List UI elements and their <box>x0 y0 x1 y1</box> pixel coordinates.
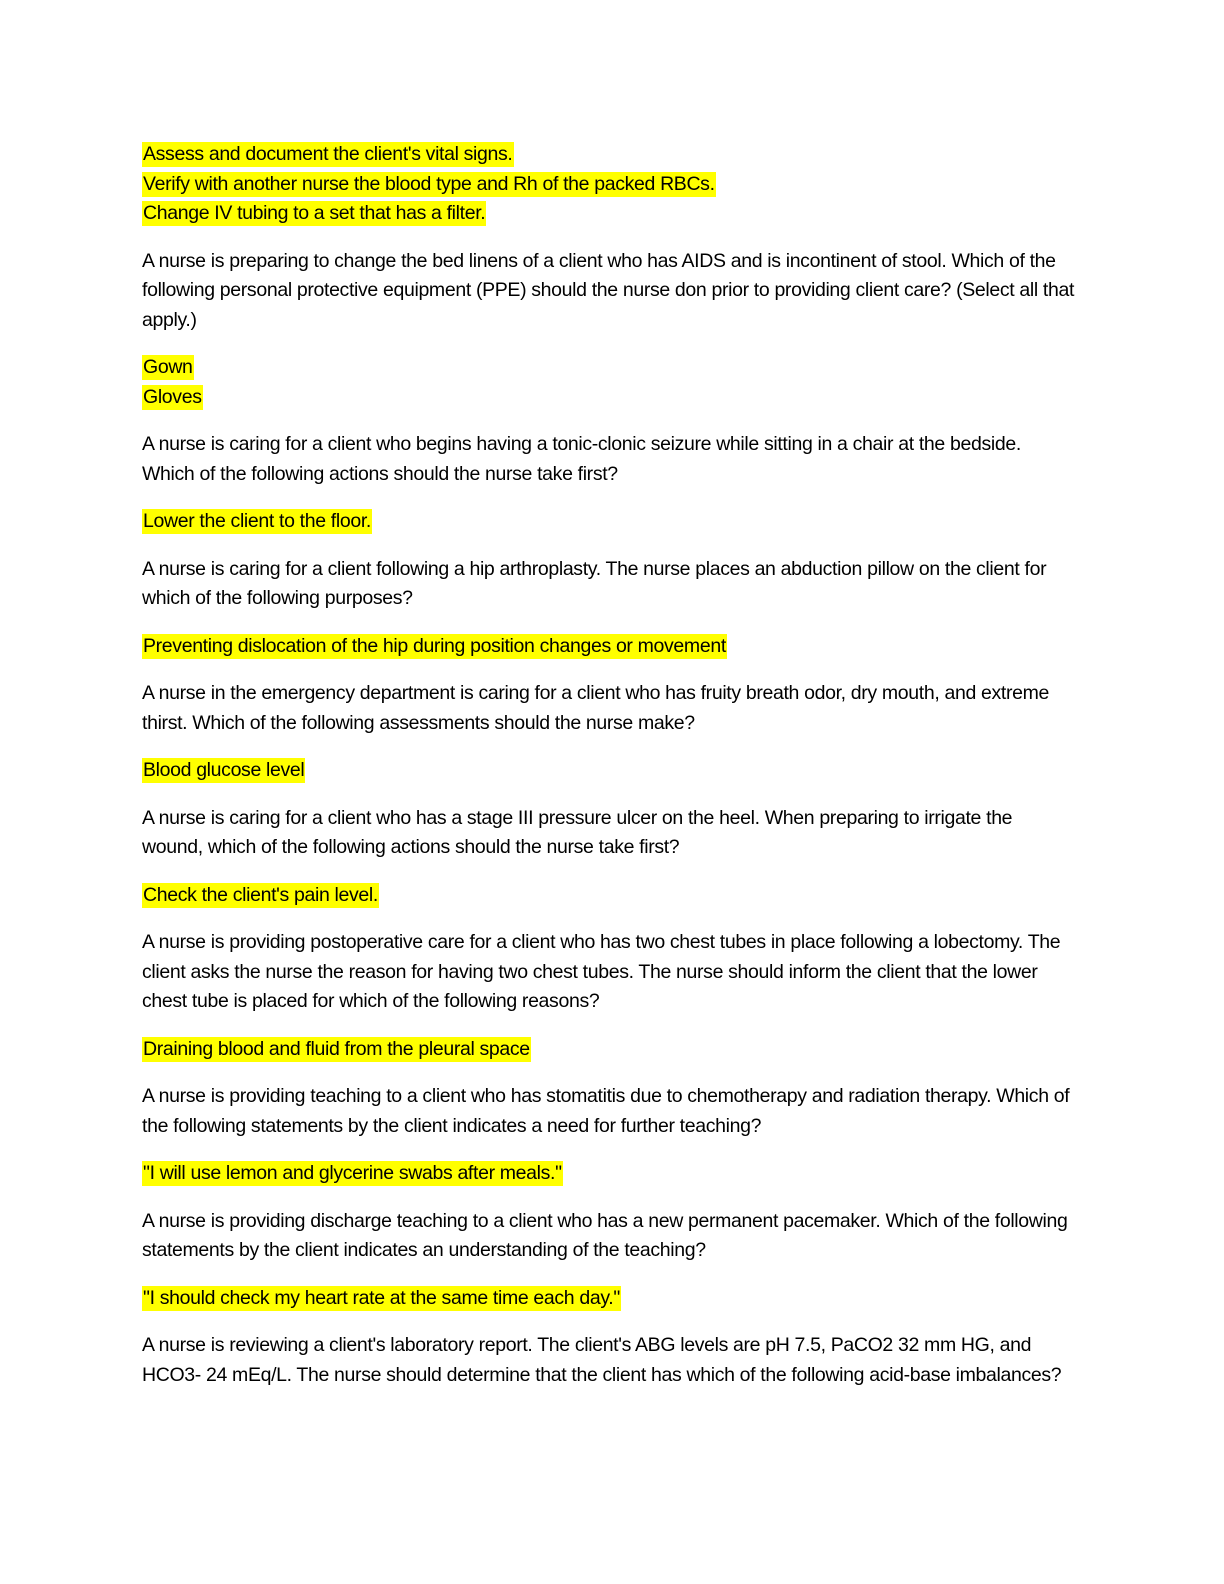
question-pacemaker: A nurse is providing discharge teaching to a client who has a new permanent pacemaker. Which of the following statements by the client indicates an understanding of the teaching? <box>142 1209 1068 1261</box>
highlighted-answer: Lower the client to the floor. <box>143 510 371 532</box>
answer-group-chest-tubes <box>142 1035 1077 1065</box>
answer-line <box>142 199 1077 229</box>
highlighted-answer: Assess and document the client's vital signs. <box>143 143 513 165</box>
answer-group-fruity-breath <box>142 756 1077 786</box>
highlighted-answer: "I will use lemon and glycerine swabs after meals." <box>143 1162 562 1184</box>
answer-line <box>142 1035 1077 1065</box>
question-hip-arthroplasty: A nurse is caring for a client following a hip arthroplasty. The nurse places an abduction pillow on the client for which of the following purposes? <box>142 557 1047 609</box>
answer-group-pacemaker <box>142 1284 1077 1314</box>
answer-line <box>142 507 1077 537</box>
highlighted-answer: Check the client's pain level. <box>143 883 378 906</box>
answer-line <box>142 756 1077 786</box>
answer-group-pressure-ulcer <box>142 881 1077 911</box>
answer-group-stomatitis <box>142 1159 1077 1189</box>
answer-line <box>142 632 1077 662</box>
answer-line <box>142 383 1077 413</box>
highlighted-answer: Verify with another nurse the blood type and Rh of the packed RBCs. <box>143 172 715 195</box>
document-page <box>142 140 1077 1408</box>
highlighted-answer: Gown <box>143 356 193 378</box>
answer-line <box>142 1284 1077 1314</box>
answer-line <box>142 353 1077 383</box>
highlighted-answer: Blood glucose level <box>143 759 305 781</box>
highlighted-answer: Change IV tubing to a set that has a filter. <box>143 202 486 224</box>
answer-group-hip-arthroplasty <box>142 632 1077 662</box>
question-stomatitis: A nurse is providing teaching to a client who has stomatitis due to chemotherapy and radiation therapy. Which of the following statements by the client indicates a need for further teaching? <box>142 1085 1070 1137</box>
answer-line <box>142 1159 1077 1189</box>
question-ppe: A nurse is preparing to change the bed linens of a client who has AIDS and is incontinent of stool. Which of the following personal protective equipment (PPE) should the nurse don prior to providing client care? (Select all that apply.) <box>142 249 1075 331</box>
highlighted-answer: Gloves <box>143 385 202 408</box>
question-fruity-breath: A nurse in the emergency department is caring for a client who has fruity breath odor, dry mouth, and extreme thirst. Which of the following assessments should the nurse make? <box>142 682 1050 734</box>
question-abg: A nurse is reviewing a client's laboratory report. The client's ABG levels are pH 7.5, PaCO2 32 mm HG, and HCO3- 24 mEq/L. The nurse should determine that the client has which of the following acid-base imbalances? <box>142 1334 1062 1386</box>
question-chest-tubes: A nurse is providing postoperative care for a client who has two chest tubes in place following a lobectomy. The client asks the nurse the reason for having two chest tubes. The nurse should inform the client that the lower chest tube is placed for which of the following reasons? <box>142 931 1061 1012</box>
answer-line <box>142 170 1077 200</box>
highlighted-answer: "I should check my heart rate at the same time each day." <box>143 1286 620 1309</box>
answer-group-1 <box>142 140 1077 229</box>
question-seizure: A nurse is caring for a client who begins having a tonic-clonic seizure while sitting in a chair at the bedside. Which of the following actions should the nurse take first? <box>142 433 1021 485</box>
highlighted-answer: Draining blood and fluid from the pleural space <box>143 1037 530 1060</box>
answer-group-seizure <box>142 507 1077 537</box>
answer-line <box>142 881 1077 911</box>
answer-group-ppe <box>142 353 1077 412</box>
question-pressure-ulcer: A nurse is caring for a client who has a stage III pressure ulcer on the heel. When preparing to irrigate the wound, which of the following actions should the nurse take first? <box>142 806 1013 858</box>
answer-line <box>142 140 1077 170</box>
highlighted-answer: Preventing dislocation of the hip during position changes or movement <box>143 634 726 657</box>
